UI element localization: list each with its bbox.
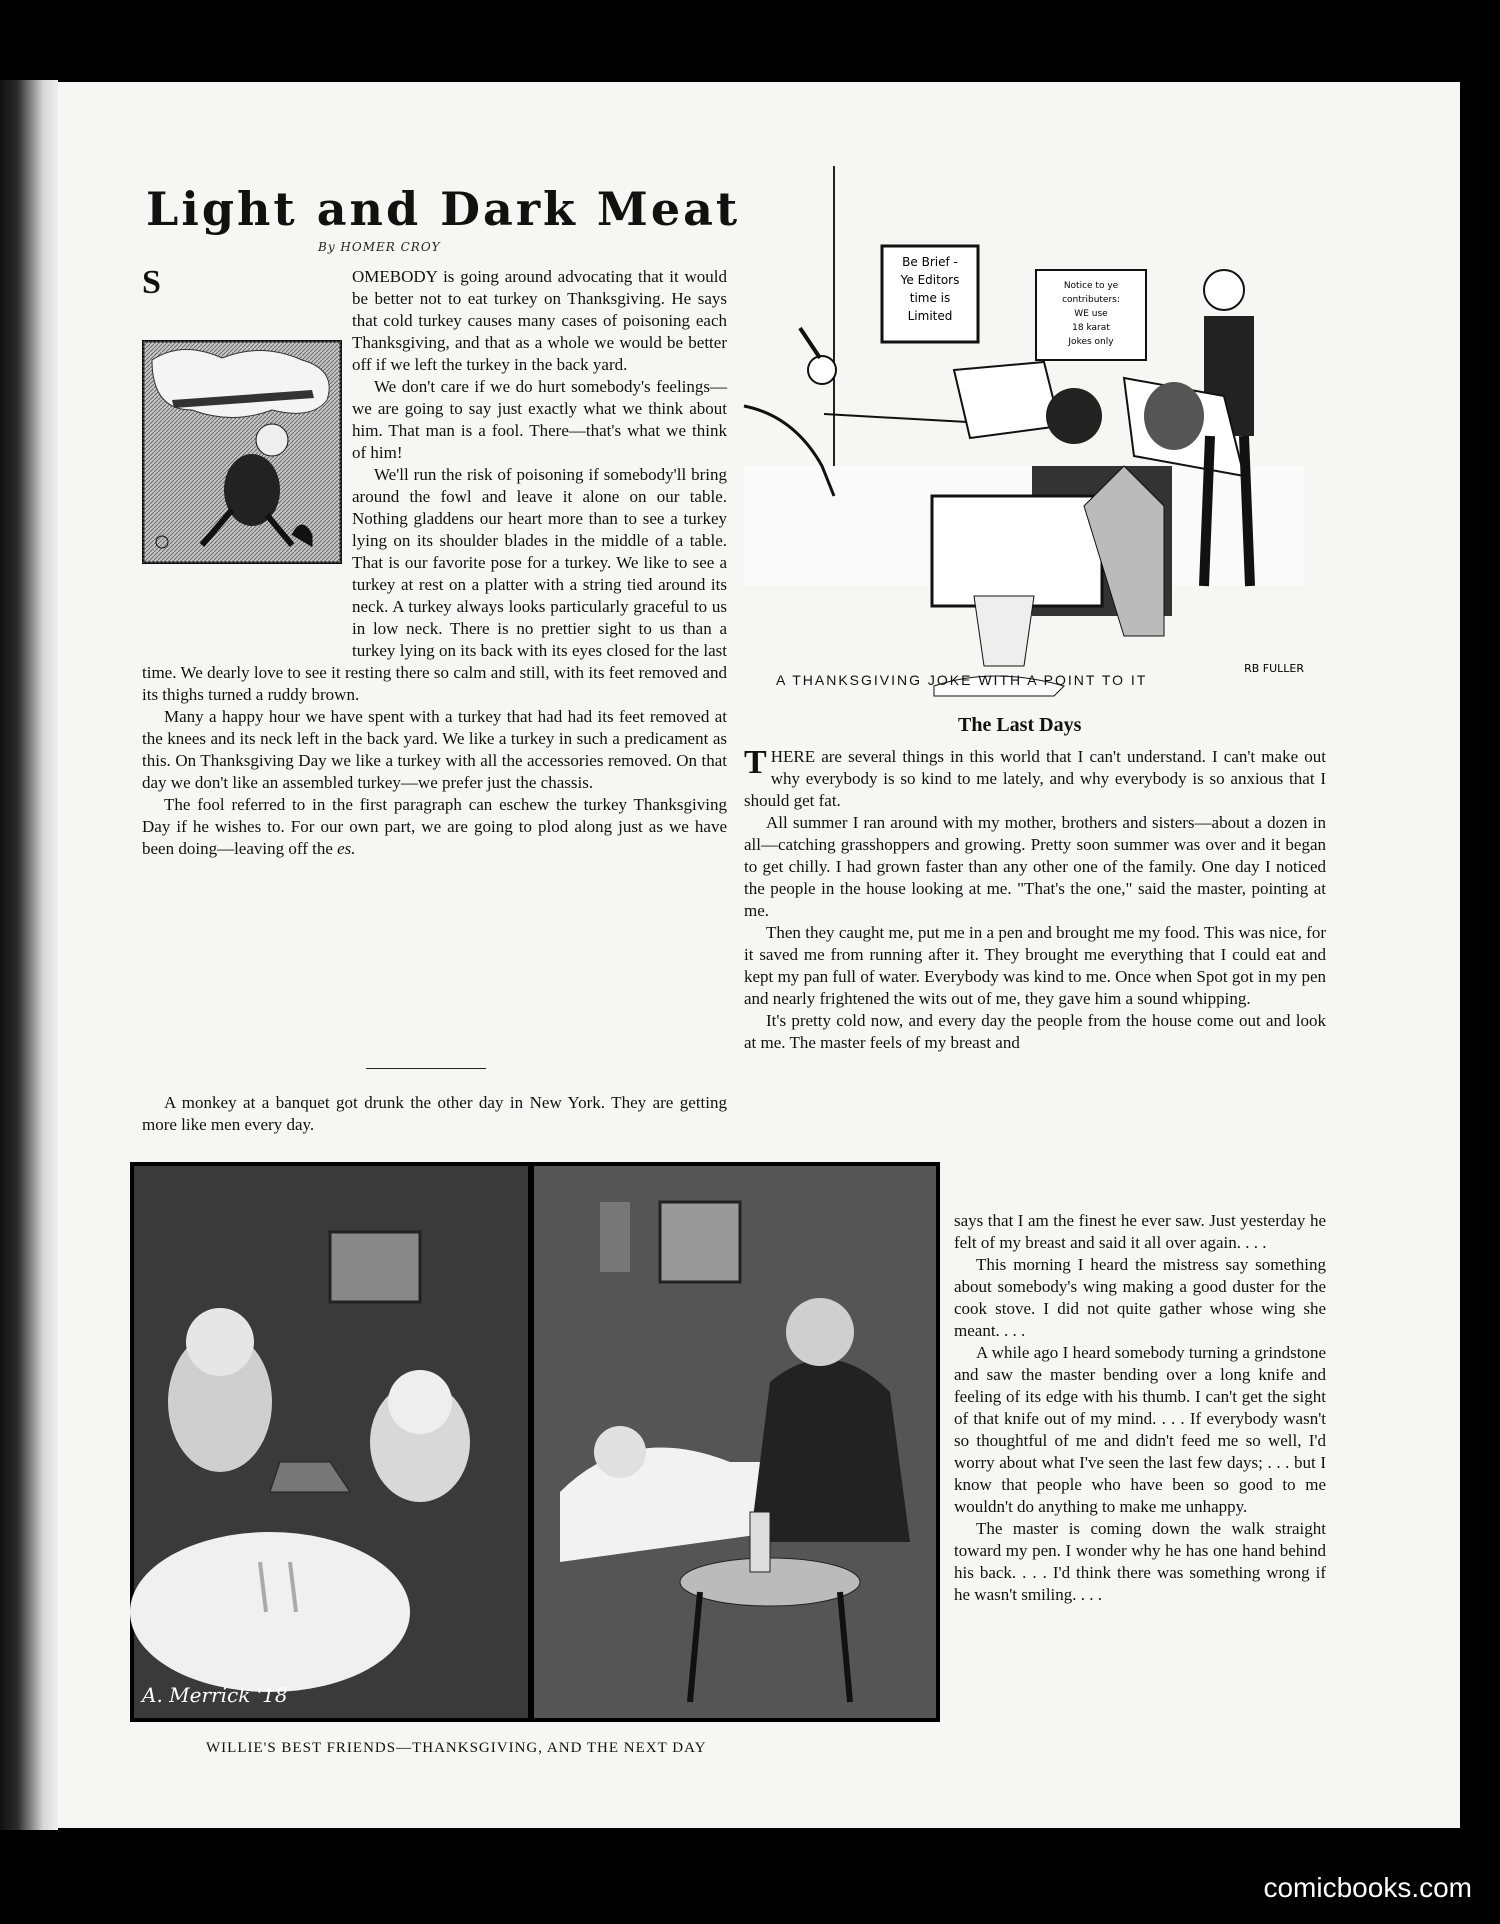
svg-text:contributers:: contributers: (1062, 295, 1120, 305)
cartoon1-caption: A THANKSGIVING JOKE WITH A POINT TO IT (776, 672, 1148, 688)
article2-body-narrow (954, 1210, 1326, 1606)
article-title: Light and Dark Meat (146, 182, 741, 236)
dropcap-t: T (744, 744, 767, 781)
svg-text:Limited: Limited (907, 309, 953, 323)
svg-text:Be Brief -: Be Brief - (902, 255, 958, 269)
cartoon1-signature: RB FULLER (1244, 662, 1304, 675)
svg-text:Ye Editors: Ye Editors (900, 273, 960, 287)
article2-paragraph-2: All summer I ran around with my mother, brothers and sisters—about a dozen in all—catching grasshoppers and growing. Pretty soon summer was over and it began to get chilly. I had grown faster than any other one of the family. One day I noticed the people in the house looking at me. "That's the one," said the master, pointing at me. (744, 813, 1326, 920)
article2-paragraph-4a: It's pretty cold now, and every day the people from the house come out and look at me. The master feels of my breast and (744, 1011, 1326, 1052)
illustration2-caption: WILLIE'S BEST FRIENDS—THANKSGIVING, AND THE NEXT DAY (206, 1740, 707, 1756)
article2-paragraph-6: A while ago I heard somebody turning a grindstone and saw the master bending over a long knife and feeling of its edge with his thumb. I can't get the sight of that knife out of my mind. . . . If everybody wasn't so thoughtful of me and didn't feed me so well, I'd worry about what I've seen the last few days; . . . but I know that people who have been so good to me wouldn't do anything to make me unhappy. (954, 1343, 1326, 1516)
article1-paragraph-3: We'll run the risk of poisoning if somebody'll bring around the fowl and leave it alone on our table. Nothing gladdens our heart more than to see a turkey lying on its shoulder blades in the middle of a table. That is our favorite pose for a turkey. We like to see a turkey at rest on a platter with a string tied around its neck. A turkey always looks particularly graceful to us in low neck. There is no prettier sight to us than a turkey lying on its back with its eyes closed for the last time. We dearly love to see it resting there so calm and still, with its feet removed and its thighs turned a ruddy brown. (142, 465, 727, 704)
dropcap-s: S (142, 264, 161, 301)
svg-text:Notice to ye: Notice to ye (1063, 281, 1119, 291)
article2-paragraph-4b: says that I am the finest he ever saw. Just yesterday he felt of my breast and said it all over again. . . . (954, 1211, 1326, 1252)
filler-paragraph: A monkey at a banquet got drunk the other day in New York. They are getting more like men every day. (142, 1093, 727, 1134)
section-divider (366, 1068, 486, 1069)
watermark: comicbooks.com (1263, 1872, 1472, 1903)
byline: By HOMER CROY (318, 240, 441, 254)
illustration2-signature: A. Merrick '18 (142, 1683, 288, 1707)
editor-cartoon (704, 166, 1344, 706)
article1-paragraph-2: We don't care if we do hurt somebody's feelings—we are going to say just exactly what we think about him. That man is a fool. There—that's what we think of him! (352, 377, 727, 462)
willie-illustration (130, 1162, 940, 1722)
article2-paragraph-3: Then they caught me, put me in a pen and brought me my food. This was nice, for it saved me from running after it. They brought me everything that I could eat and kept my pan full of water. Everybody was kind to me. Once when Spot got in my pen and nearly frightened the wits out of me, they gave him a sound whipping. (744, 923, 1326, 1008)
article2-paragraph-7: The master is coming down the walk straight toward my pen. I wonder why he has one hand behind his back. . . . I'd think there was something wrong if he wasn't smiling. . . . (954, 1519, 1326, 1604)
svg-text:18 karat: 18 karat (1072, 323, 1110, 333)
article2-title: The Last Days (958, 714, 1082, 736)
svg-text:WE use: WE use (1074, 309, 1108, 319)
article2-body (744, 746, 1326, 1054)
article1-paragraph-5: The fool referred to in the first paragraph can eschew the turkey Thanksgiving Day if he wishes to. For our own part, we are going to plod along just as we have been doing—leaving off the es. (142, 795, 727, 858)
article2-paragraph-1: THERE are several things in this world that I can't understand. I can't make out why everybody is so kind to me lately, and why everybody is so anxious that I should get fat. (744, 744, 1326, 810)
article1-paragraph-1: OMEBODY is going around advocating that it would be better not to eat turkey on Thanksgiving. He says that cold turkey causes many cases of poisoning each Thanksgiving, and that as a whole we would be better off if we left the turkey in the back yard. We don't care if we do hurt somebody's feelings—we are going to say just exactly what we think about him. That man is a fool. There—that's what we think of him! We'll run the risk of poisoning if somebody'll bring around the fowl and leave it alone on our table. Nothing gladdens our heart more than to see a turkey lying on its shoulder blades in the middle of a table. That is our favorite pose for a turkey. We like to see a turkey at rest on a platter with a string tied around its neck. A turkey always looks particularly graceful to us in low neck. There is no prettier sight to us than a turkey lying on its back with its eyes closed for the last time. We dearly love to see it resting there so calm and still, with its feet removed and its thighs turned a ruddy brown. Many a happy hour we have spent with a turkey that had had its feet removed at the knees and its neck left in the back yard. We like a turkey in such a predicament as this. On Thanksgiving Day we like a turkey with all the accessories removed. On that day we don't like an assembled turkey—we prefer just the chassis. The fool referred to in the first paragraph can eschew the turkey Thanksgiving Day if he wishes to. For our own part, we are going to plod along just as we have been doing—leaving off the es. (142, 267, 727, 858)
svg-text:time is: time is (909, 291, 951, 305)
magazine-page (58, 82, 1460, 1828)
article2-paragraph-5: This morning I heard the mistress say something about somebody's wing making a good duster for the cook stove. I did not quite gather whose wing she meant. . . . (954, 1255, 1326, 1340)
book-spine (0, 80, 58, 1830)
svg-text:Jokes only: Jokes only (1068, 337, 1114, 347)
article1-paragraph-4: Many a happy hour we have spent with a turkey that had had its feet removed at the knees and its neck left in the back yard. We like a turkey in such a predicament as this. On Thanksgiving Day we like a turkey with all the accessories removed. On that day we don't like an assembled turkey—we prefer just the chassis. (142, 707, 727, 792)
